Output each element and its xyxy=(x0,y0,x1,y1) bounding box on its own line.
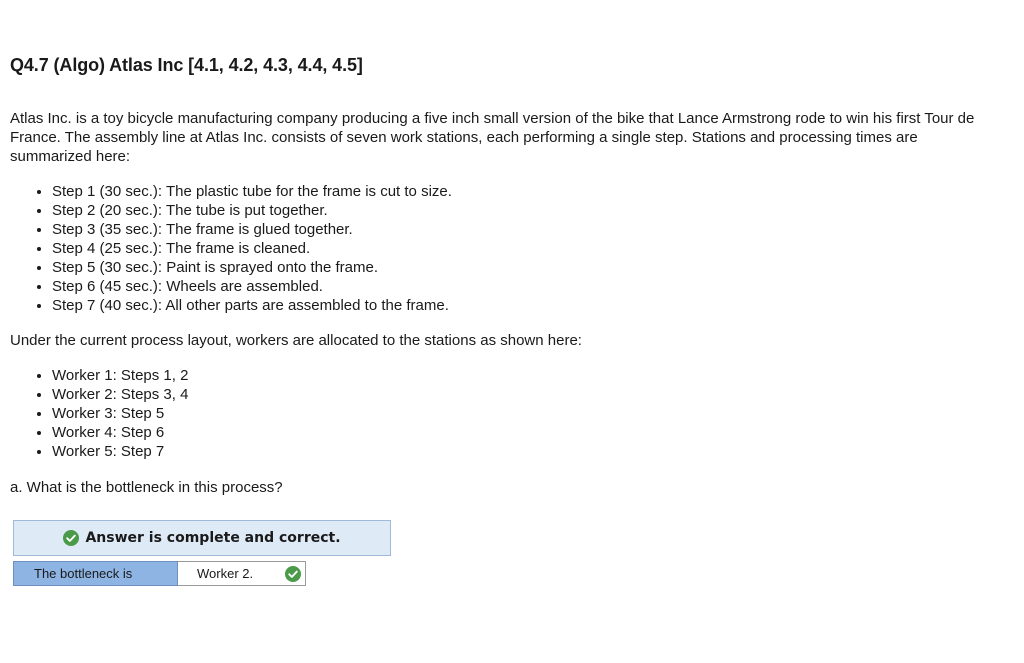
answer-label: The bottleneck is xyxy=(13,561,178,586)
part-a-question: a. What is the bottleneck in this process? xyxy=(10,479,283,496)
answer-value: Worker 2. xyxy=(197,566,254,581)
check-circle-icon xyxy=(63,530,79,546)
check-circle-icon xyxy=(285,566,301,582)
worker-item: • Worker 3: Step 5 xyxy=(52,404,188,423)
step-item: • Step 6 (45 sec.): Wheels are assembled. xyxy=(52,277,452,296)
answer-status-text: Answer is complete and correct. xyxy=(85,530,341,546)
question-title: Q4.7 (Algo) Atlas Inc [4.1, 4.2, 4.3, 4.4, 4.5] xyxy=(10,55,363,75)
answer-row xyxy=(13,561,306,586)
step-item: • Step 4 (25 sec.): The frame is cleaned. xyxy=(52,239,452,258)
worker-item: • Worker 5: Step 7 xyxy=(52,442,188,461)
step-item: • Step 7 (40 sec.): All other parts are assembled to the frame. xyxy=(52,296,452,315)
step-item: • Step 1 (30 sec.): The plastic tube for the frame is cut to size. xyxy=(52,182,452,201)
step-item: • Step 3 (35 sec.): The frame is glued together. xyxy=(52,220,452,239)
workers-list xyxy=(30,366,188,461)
worker-item: • Worker 4: Step 6 xyxy=(52,423,188,442)
step-item: • Step 5 (30 sec.): Paint is sprayed onto the frame. xyxy=(52,258,452,277)
worker-item: • Worker 1: Steps 1, 2 xyxy=(52,366,188,385)
steps-list xyxy=(30,182,452,315)
worker-item: • Worker 2: Steps 3, 4 xyxy=(52,385,188,404)
answer-field[interactable] xyxy=(178,561,306,586)
allocation-intro: Under the current process layout, workers are allocated to the stations as shown here: xyxy=(10,332,582,349)
question-intro: Atlas Inc. is a toy bicycle manufacturing company producing a five inch small version of the bike that Lance Armstrong rode to win his first Tour de France. The assembly line at Atlas Inc. consists of seven work stations, each performing a single step. Stations and processing times are summarized here: xyxy=(10,110,975,165)
step-item: • Step 2 (20 sec.): The tube is put together. xyxy=(52,201,452,220)
answer-status-banner xyxy=(13,520,391,556)
